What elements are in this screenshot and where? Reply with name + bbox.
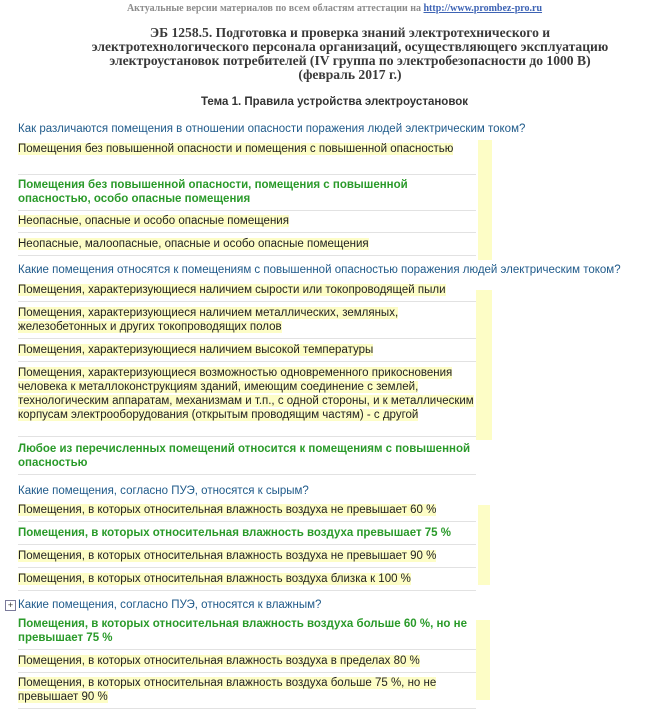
- answer-option-correct[interactable]: [18, 178, 476, 211]
- title-line: электроустановок потребителей (IV группа по электробезопасности до 1000 В): [109, 53, 591, 68]
- answer-option-correct[interactable]: [18, 526, 476, 545]
- header-link[interactable]: http://www.prombez-pro.ru: [423, 3, 543, 14]
- answer-text: Помещения, характеризующиеся наличием металлических, земляных, железобетонных и других токопроводящих полов: [18, 307, 399, 333]
- question-text: Какие помещения, согласно ПУЭ, относятся к влажным?: [18, 599, 322, 611]
- answer-option[interactable]: [18, 214, 476, 233]
- topic-heading: Тема 1. Правила устройства электроустановок: [200, 96, 469, 108]
- answer-option[interactable]: [18, 306, 476, 339]
- answer-text: Помещения, в которых относительная влажность воздуха больше 60 %, но не превышает 75 %: [18, 618, 467, 644]
- answer-text: Помещения, в которых относительная влажность воздуха в пределах 80 %: [18, 655, 420, 667]
- answer-text: Помещения, характеризующиеся наличием сырости или токопроводящей пыли: [18, 284, 446, 296]
- answer-text: Любое из перечисленных помещений относится к помещениям с повышенной опасностью: [18, 443, 471, 469]
- answer-option[interactable]: [18, 283, 476, 302]
- header-banner: [0, 3, 669, 14]
- question-3: Какие помещения, согласно ПУЭ, относятся к сырым?: [18, 485, 309, 497]
- answer-option[interactable]: [18, 549, 476, 568]
- question-4: [7, 599, 322, 611]
- question-2: Какие помещения относятся к помещениям с повышенной опасностью поражения людей электрическим током?: [18, 264, 621, 276]
- highlight-decor: [476, 290, 492, 440]
- header-text: Актуальные версии материалов по всем областям аттестации на: [126, 3, 424, 14]
- highlight-decor: [478, 505, 490, 585]
- answer-option-correct[interactable]: [18, 442, 476, 475]
- answer-text: Помещения, в которых относительная влажность воздуха не превышает 60 %: [18, 504, 437, 516]
- answer-option-correct[interactable]: [18, 617, 476, 650]
- answer-text: Помещения без повышенной опасности, помещения с повышенной опасностью, особо опасные помещения: [18, 179, 408, 205]
- answer-option[interactable]: [18, 142, 476, 175]
- title-line: электротехнологического персонала организаций, осуществляющего эксплуатацию: [91, 39, 609, 54]
- answer-option[interactable]: [18, 654, 476, 673]
- answer-option[interactable]: [18, 237, 476, 256]
- answer-option[interactable]: [18, 366, 476, 437]
- answer-text: Помещения, в которых относительная влажность воздуха не превышает 90 %: [18, 550, 437, 562]
- answer-text: Помещения, в которых относительная влажность воздуха больше 75 %, но не превышает 90 %: [18, 677, 437, 703]
- answer-text: Неопасные, малоопасные, опасные и особо опасные помещения: [18, 238, 369, 250]
- page-title: [30, 26, 669, 82]
- answer-option[interactable]: [18, 676, 476, 709]
- answer-text: Помещения без повышенной опасности и помещения с повышенной опасностью: [18, 143, 454, 155]
- answer-text: Неопасные, опасные и особо опасные помещения: [18, 215, 289, 227]
- answer-text: Помещения, в которых относительная влажность воздуха превышает 75 %: [18, 527, 451, 539]
- answer-option[interactable]: [18, 503, 476, 522]
- answer-text: Помещения, в которых относительная влажность воздуха близка к 100 %: [18, 573, 411, 585]
- answer-option[interactable]: [18, 343, 476, 362]
- title-line: (февраль 2017 г.): [298, 67, 402, 82]
- highlight-decor: [476, 620, 490, 700]
- title-line: ЭБ 1258.5. Подготовка и проверка знаний электротехнического и: [149, 25, 551, 40]
- answer-text: Помещения, характеризующиеся возможностью одновременного прикосновения человека к металлоконструкциям зданий, имеющим соединение с землей, технологическим аппаратам, механизмам и т.п., с одной стороны, и к металлическим корпусам электрооборудования (открытым проводящим частям) - с другой: [18, 367, 474, 421]
- highlight-decor: [478, 140, 492, 260]
- expand-icon[interactable]: +: [5, 600, 16, 611]
- question-1: Как различаются помещения в отношении опасности поражения людей электрическим током?: [18, 123, 526, 135]
- answer-text: Помещения, характеризующиеся наличием высокой температуры: [18, 344, 374, 356]
- answer-option[interactable]: [18, 572, 476, 591]
